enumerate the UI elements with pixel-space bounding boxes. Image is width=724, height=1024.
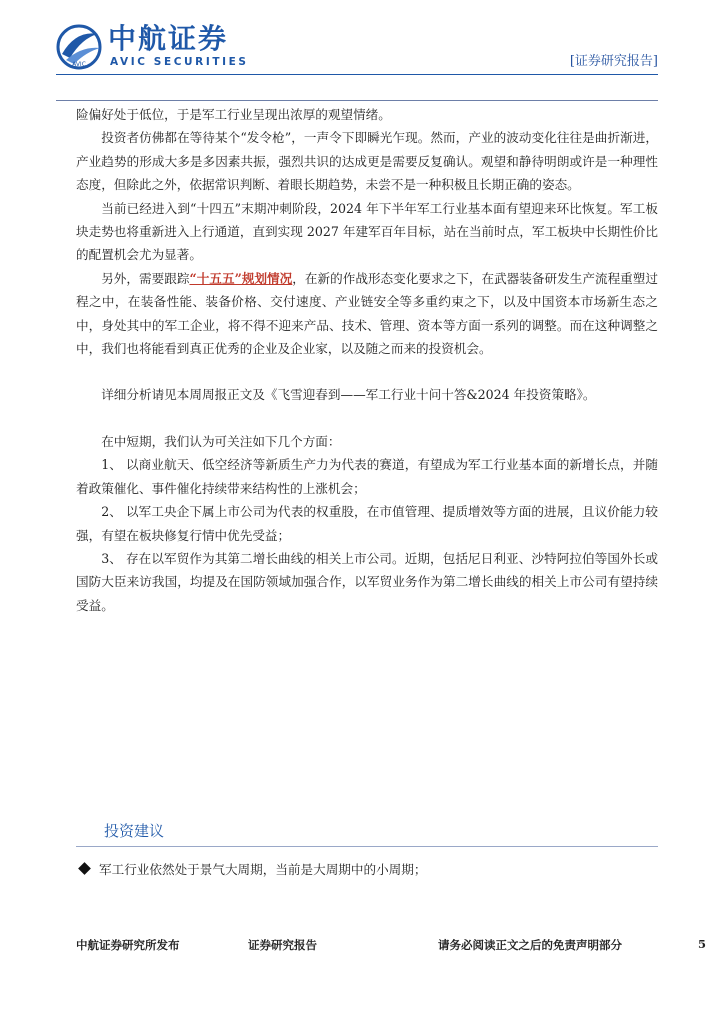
header-divider-secondary <box>56 100 658 101</box>
avic-emblem-icon <box>56 24 102 70</box>
report-body <box>76 103 658 617</box>
page-footer <box>76 937 712 957</box>
list-item-3: 3、 存在以军贸作为其第二增长曲线的相关上市公司。近期，包括尼日利亚、沙特阿拉伯等国外长或国防大臣来访我国，均提及在国防领域加强合作，以军贸业务作为第二增长曲线的相关上市公司有望持续受益。 <box>76 550 658 613</box>
header-divider <box>56 74 658 75</box>
paragraph-fourteenth-five-year: 当前已经进入到“十四五”末期冲刺阶段，2024 年下半年军工行业基本面有望迎来环比恢复。军工板块走势也将重新进入上行通道，直到实现 2027 年建军百年目标，站在当前时点，军工板块中长期性价比的配置机会尤为显著。 <box>76 200 658 263</box>
list-item-1: 1、 以商业航天、低空经济等新质生产力为代表的赛道，有望成为军工行业基本面的新增长点，并随着政策催化、事件催化持续带来结构性的上涨机会； <box>76 457 658 496</box>
footer-report-type: 证券研究报告 <box>248 938 317 952</box>
paragraph-see-weekly-report: 详细分析请见本周周报正文及《飞雪迎春到——军工行业十问十答&2024 年投资策略》。 <box>101 387 596 403</box>
logo-chinese-name: 中航证券 <box>108 22 229 55</box>
svg-text:AVIC: AVIC <box>72 61 86 68</box>
logo-english-name: AVIC SECURITIES <box>110 56 249 68</box>
list-item-2: 2、 以军工央企下属上市公司为代表的权重股，在市值管理、提质增效等方面的进展，且议价能力较强，有望在板块修复行情中优先受益； <box>76 504 658 543</box>
section-divider <box>76 846 658 847</box>
bullet-item <box>76 858 658 881</box>
footer-publisher: 中航证券研究所发布 <box>76 938 180 952</box>
bullet-text: 军工行业依然处于景气大周期，当前是大周期中的小周期； <box>99 862 427 877</box>
fifteenth-five-year-link[interactable]: “十五五”规划情况 <box>189 270 293 286</box>
paragraph-short-term-intro: 在中短期，我们认为可关注如下几个方面： <box>101 433 341 449</box>
paragraph-continuation: 险偏好处于低位，于是军工行业呈现出浓厚的观望情绪。 <box>76 107 391 122</box>
paragraph-text: ，在新的作战形态变化要求之下，在武器装备研发生产流程重塑过程之中，在装备性能、装备价格、交付速度、产业链安全等多重约束之下，以及中国资本市场新生态之中，身处其中的军工企业，将不得不迎来产品、技术、管理、资本等方面一系列的调整。而在这种调整之中，我们也将能看到真正优秀的企业及企业家，以及随之而来的投资机会。 <box>76 270 658 357</box>
paragraph-fifteenth-five-year <box>76 267 658 361</box>
section-title-investment-advice: 投资建议 <box>104 822 165 840</box>
paragraph-text: 另外，需要跟踪 <box>101 270 190 286</box>
paragraph-investor-sentiment: 投资者仿佛都在等待某个“发令枪”，一声令下即瞬光乍现。然而，产业的波动变化往往是曲折渐进，产业趋势的形成大多是多因素共振，强烈共识的达成更是需要反复确认。观望和静待明朗或许是一种理性态度，但除此之外，依据常识判断、着眼长期趋势，未尝不是一种积极且长期正确的姿态。 <box>76 130 658 193</box>
page-number: 5 <box>698 937 707 951</box>
diamond-bullet-icon <box>78 862 91 875</box>
company-logo <box>56 22 256 72</box>
report-type-tag: [证券研究报告] <box>569 54 658 69</box>
footer-disclaimer: 请务必阅读正文之后的免责声明部分 <box>438 938 622 952</box>
